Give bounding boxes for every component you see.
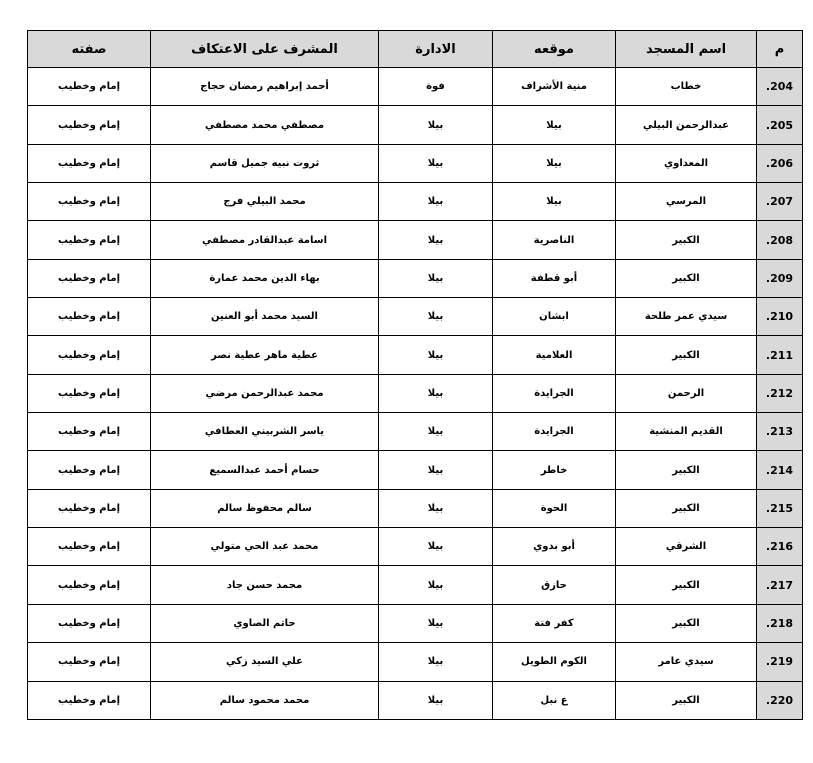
- administration: بيلا: [379, 144, 493, 182]
- table-row: [28, 604, 803, 642]
- mosque-name: سيدي عامر: [616, 643, 757, 681]
- mosque-name: الكبير: [616, 336, 757, 374]
- mosque-location: كفر فتة: [493, 604, 616, 642]
- administration: بيلا: [379, 259, 493, 297]
- supervisor-role: إمام وخطيب: [28, 298, 151, 336]
- table-row: [28, 374, 803, 412]
- administration: بيلا: [379, 298, 493, 336]
- mosque-location: ابشان: [493, 298, 616, 336]
- row-number: 218.: [757, 604, 803, 642]
- header-location: موقعه: [493, 31, 616, 68]
- mosque-name: الكبير: [616, 604, 757, 642]
- administration: بيلا: [379, 528, 493, 566]
- row-number: 210.: [757, 298, 803, 336]
- table-row: [28, 489, 803, 527]
- row-number: 207.: [757, 183, 803, 221]
- row-number: 206.: [757, 144, 803, 182]
- supervisor-name: حسام أحمد عبدالسميع: [151, 451, 379, 489]
- administration: بيلا: [379, 566, 493, 604]
- supervisor-role: إمام وخطيب: [28, 566, 151, 604]
- supervisor-name: حاتم الصاوي: [151, 604, 379, 642]
- administration: بيلا: [379, 374, 493, 412]
- row-number: 214.: [757, 451, 803, 489]
- row-number: 217.: [757, 566, 803, 604]
- mosque-location: أبو بدوي: [493, 528, 616, 566]
- supervisor-name: محمد عبدالرحمن مرضي: [151, 374, 379, 412]
- mosque-location: الحوة: [493, 489, 616, 527]
- row-number: 209.: [757, 259, 803, 297]
- supervisor-role: إمام وخطيب: [28, 413, 151, 451]
- administration: بيلا: [379, 489, 493, 527]
- administration: فوة: [379, 68, 493, 106]
- supervisor-role: إمام وخطيب: [28, 68, 151, 106]
- mosque-name: خطاب: [616, 68, 757, 106]
- supervisor-name: مصطفي محمد مصطفي: [151, 106, 379, 144]
- table-row: [28, 528, 803, 566]
- mosque-location: الجرايدة: [493, 413, 616, 451]
- supervisor-name: عطية ماهر عطية نصر: [151, 336, 379, 374]
- supervisor-role: إمام وخطيب: [28, 144, 151, 182]
- supervisor-name: بهاء الدين محمد عمارة: [151, 259, 379, 297]
- supervisor-role: إمام وخطيب: [28, 604, 151, 642]
- table-header: [28, 31, 803, 68]
- supervisor-name: اسامة عبدالقادر مصطفي: [151, 221, 379, 259]
- table-row: [28, 413, 803, 451]
- supervisor-role: إمام وخطيب: [28, 336, 151, 374]
- supervisor-role: إمام وخطيب: [28, 528, 151, 566]
- mosque-name: الكبير: [616, 451, 757, 489]
- mosque-name: الشرقي: [616, 528, 757, 566]
- mosque-location: ع نبل: [493, 681, 616, 719]
- header-administration: الادارة: [379, 31, 493, 68]
- table-row: [28, 144, 803, 182]
- mosque-location: بيلا: [493, 183, 616, 221]
- mosque-name: الكبير: [616, 221, 757, 259]
- supervisor-name: سالم محفوظ سالم: [151, 489, 379, 527]
- row-number: 204.: [757, 68, 803, 106]
- row-number: 219.: [757, 643, 803, 681]
- administration: بيلا: [379, 604, 493, 642]
- supervisor-role: إمام وخطيب: [28, 259, 151, 297]
- supervisor-name: محمد محمود سالم: [151, 681, 379, 719]
- row-number: 205.: [757, 106, 803, 144]
- administration: بيلا: [379, 681, 493, 719]
- supervisor-name: ياسر الشربيني العطافي: [151, 413, 379, 451]
- supervisor-name: ثروت نبيه جميل قاسم: [151, 144, 379, 182]
- header-role: صفته: [28, 31, 151, 68]
- table-row: [28, 298, 803, 336]
- supervisor-name: أحمد إبراهيم رمضان حجاج: [151, 68, 379, 106]
- supervisor-role: إمام وخطيب: [28, 451, 151, 489]
- administration: بيلا: [379, 221, 493, 259]
- mosque-location: منية الأشراف: [493, 68, 616, 106]
- table-row: [28, 183, 803, 221]
- supervisor-name: محمد البيلي فرج: [151, 183, 379, 221]
- mosque-location: أبو قطفة: [493, 259, 616, 297]
- header-supervisor: المشرف على الاعتكاف: [151, 31, 379, 68]
- table-row: [28, 106, 803, 144]
- mosque-location: الجرايدة: [493, 374, 616, 412]
- administration: بيلا: [379, 413, 493, 451]
- row-number: 208.: [757, 221, 803, 259]
- mosque-location: العلامية: [493, 336, 616, 374]
- administration: بيلا: [379, 643, 493, 681]
- row-number: 212.: [757, 374, 803, 412]
- supervisor-role: إمام وخطيب: [28, 681, 151, 719]
- supervisor-name: محمد عبد الحي متولي: [151, 528, 379, 566]
- table-row: [28, 221, 803, 259]
- mosque-name: الكبير: [616, 681, 757, 719]
- supervisor-role: إمام وخطيب: [28, 374, 151, 412]
- table-row: [28, 681, 803, 719]
- header-mosque-name: اسم المسجد: [616, 31, 757, 68]
- mosque-name: الكبير: [616, 489, 757, 527]
- table-row: [28, 643, 803, 681]
- administration: بيلا: [379, 451, 493, 489]
- row-number: 213.: [757, 413, 803, 451]
- mosque-name: المرسي: [616, 183, 757, 221]
- supervisor-role: إمام وخطيب: [28, 221, 151, 259]
- header-number: م: [757, 31, 803, 68]
- supervisor-role: إمام وخطيب: [28, 183, 151, 221]
- table-body: [28, 68, 803, 720]
- itikaf-supervisors-table: [27, 30, 803, 720]
- mosque-name: عبدالرحمن البيلي: [616, 106, 757, 144]
- table-row: [28, 566, 803, 604]
- supervisor-role: إمام وخطيب: [28, 643, 151, 681]
- mosque-name: سيدي عمر طلحة: [616, 298, 757, 336]
- supervisor-role: إمام وخطيب: [28, 489, 151, 527]
- mosque-name: الكبير: [616, 259, 757, 297]
- table-row: [28, 451, 803, 489]
- row-number: 215.: [757, 489, 803, 527]
- table-row: [28, 68, 803, 106]
- mosque-name: الكبير: [616, 566, 757, 604]
- mosque-location: الناصرية: [493, 221, 616, 259]
- table-row: [28, 259, 803, 297]
- supervisor-name: السيد محمد أبو العنين: [151, 298, 379, 336]
- header-row: [28, 31, 803, 68]
- table-row: [28, 336, 803, 374]
- administration: بيلا: [379, 183, 493, 221]
- row-number: 211.: [757, 336, 803, 374]
- mosque-location: خاطر: [493, 451, 616, 489]
- supervisor-name: محمد حسن جاد: [151, 566, 379, 604]
- row-number: 220.: [757, 681, 803, 719]
- mosque-location: بيلا: [493, 106, 616, 144]
- mosque-location: حازق: [493, 566, 616, 604]
- mosque-location: بيلا: [493, 144, 616, 182]
- administration: بيلا: [379, 336, 493, 374]
- supervisor-name: علي السيد زكي: [151, 643, 379, 681]
- mosque-name: القديم المنشية: [616, 413, 757, 451]
- mosque-name: المعداوي: [616, 144, 757, 182]
- mosque-name: الرحمن: [616, 374, 757, 412]
- row-number: 216.: [757, 528, 803, 566]
- supervisor-role: إمام وخطيب: [28, 106, 151, 144]
- mosque-location: الكوم الطويل: [493, 643, 616, 681]
- administration: بيلا: [379, 106, 493, 144]
